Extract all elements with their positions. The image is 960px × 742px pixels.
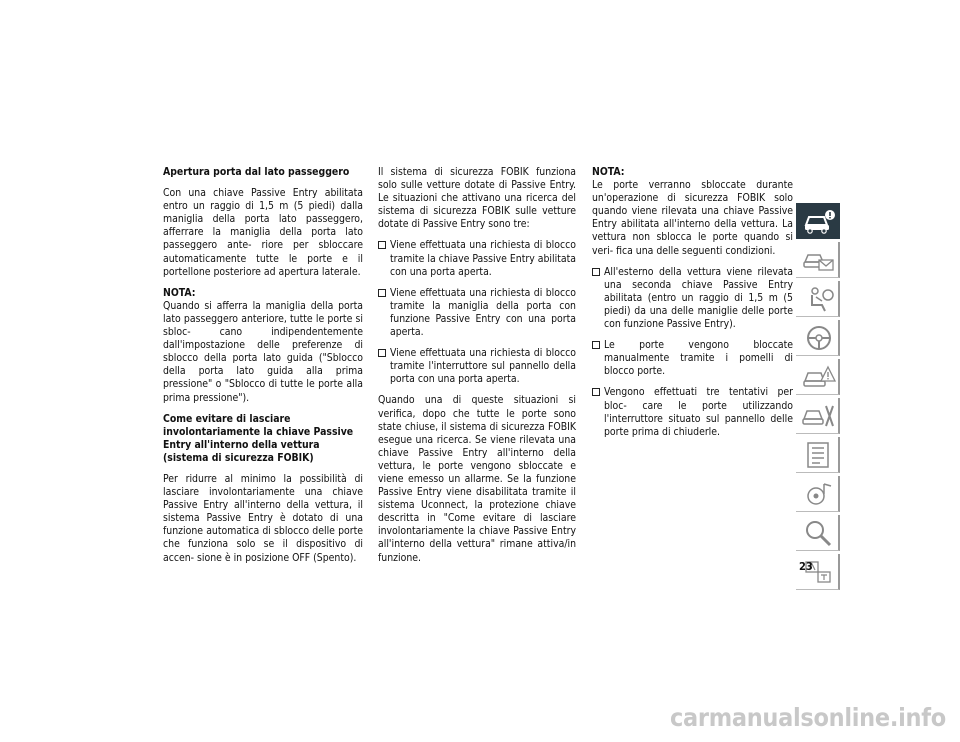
checkbox-bullet-icon: [592, 388, 600, 396]
tab-airbag-seat[interactable]: [796, 281, 840, 317]
list-item-text: Viene effettuata una richiesta di blocco tramite la maniglia della porta con funzione Passive Entry con una porta aperta.: [390, 286, 576, 339]
bullet-list: [378, 239, 576, 386]
list-item-text: Viene effettuata una richiesta di blocco tramite l'interruttore sul pannello della porta con una porta aperta.: [390, 347, 576, 386]
search-index-icon: [802, 519, 836, 547]
car-mail-icon: [802, 246, 836, 274]
tab-car-info[interactable]: [796, 203, 840, 239]
note-label: NOTA:: [163, 286, 196, 299]
list-item-text: All'esterno della vettura viene rilevata una seconda chiave Passive Entry abilitata (entro un raggio di 1,5 m (5 piedi) da una delle maniglie delle porte con funzione Passive Entry).: [604, 265, 793, 331]
list-item: [378, 287, 576, 339]
list-item-text: Viene effettuata una richiesta di blocco tramite la chiave Passive Entry abilitata con una porta aperta.: [390, 239, 576, 278]
list-item-text: Vengono effettuati tre tentativi per bloc- care le porte utilizzando l'interruttore situato sul pannello delle porte prima di chiuderle.: [604, 386, 793, 438]
page-number: 23: [799, 560, 813, 573]
tab-search-index[interactable]: [796, 515, 840, 551]
checkbox-bullet-icon: [592, 341, 600, 349]
multimedia-icon: [802, 480, 836, 508]
paragraph-passenger-door: Con una chiave Passive Entry abilitata entro un raggio di 1,5 m (5 piedi) dalla maniglia della porta lato passeggero, afferrare la maniglia della porta lato passeggero ante- riore per sbloccare automaticamente tutte le porte e il portellone posteriore ad apertura laterale.: [163, 187, 363, 278]
note-text: Le porte verranno sbloccate durante un'operazione di sicurezza FOBIK solo quando viene rilevata una chiave Passive Entry abilitata all'interno della vettura. La vettura non sblocca le porte quando si veri- fica una delle seguenti condizioni.: [592, 179, 793, 257]
list-item: [592, 386, 793, 438]
paragraph-fobik: Per ridurre al minimo la possibilità di lasciare involontariamente una chiave Passive Entry all'interno della vettura, il sistema Passive Entry è dotato di una funzione automatica di sblocco delle porte che funziona solo se il dispositivo di accen- sione è in posizione OFF (Spento).: [163, 472, 363, 564]
checkbox-bullet-icon: [592, 268, 600, 276]
list-item: [378, 347, 576, 386]
column-middle: [378, 166, 576, 573]
bullet-list: [592, 266, 793, 439]
section-heading-fobik: Come evitare di lasciare involontariamente la chiave Passive Entry all'interno della vettura (sistema di sicurezza FOBIK): [163, 412, 354, 464]
watermark: carmanualsonline.info: [670, 703, 946, 732]
paragraph-fobik-intro: Il sistema di sicurezza FOBIK funziona solo sulle vetture dotate di Passive Entry. Le situazioni che attivano una ricerca del sistema di sicurezza FOBIK sulle vetture dotate di Passive Entry sono tre:: [378, 166, 576, 231]
chapter-tabs: [796, 203, 842, 593]
tab-car-warning[interactable]: [796, 359, 840, 395]
note-block: [163, 287, 363, 405]
specifications-list-icon: [802, 441, 836, 469]
checkbox-bullet-icon: [378, 241, 386, 249]
tab-multimedia[interactable]: [796, 476, 840, 512]
note-block: [592, 166, 793, 258]
note-label: NOTA:: [592, 166, 625, 178]
column-right: [592, 166, 793, 447]
list-item: [378, 239, 576, 278]
steering-wheel-icon: [802, 324, 836, 352]
paragraph-fobik-search: Quando una di queste situazioni si verifica, dopo che tutte le porte sono state chiuse, il sistema di sicurezza FOBIK esegue una ricerca. Se viene rilevata una chiave Passive Entry all'interno della vettura, le porte vengono sbloccate e viene emesso un allarme. Se la funzione Passive Entry viene disabilitata tramite il sistema Uconnect, la protezione chiave descritta in "Come evitare di lasciare involontariamente la chiave Passive Entry all'interno della vettura" rimane attiva/in funzione.: [378, 394, 576, 564]
car-warning-icon: [802, 363, 836, 391]
checkbox-bullet-icon: [378, 289, 386, 297]
airbag-seat-icon: [802, 285, 836, 313]
tab-specifications[interactable]: [796, 437, 840, 473]
list-item: [592, 266, 793, 331]
checkbox-bullet-icon: [378, 349, 386, 357]
tab-car-mail[interactable]: [796, 242, 840, 278]
car-info-icon: [802, 207, 836, 235]
column-left: [163, 166, 363, 573]
tab-steering-wheel[interactable]: [796, 320, 840, 356]
section-heading-passenger-door: Apertura porta dal lato passeggero: [163, 166, 350, 178]
car-service-icon: [802, 402, 836, 430]
list-item-text: Le porte vengono bloccate manualmente tramite i pomelli di blocco porte.: [604, 339, 793, 378]
tab-car-service[interactable]: [796, 398, 840, 434]
note-text: Quando si afferra la maniglia della porta lato passeggero anteriore, tutte le porte si sbloc- cano indipendentemente dall'impostazione delle preferenze di sblocco della porta lato guida ("Sblocco della porta lato guida alla prima pressione" o "Sblocco di tutte le porte alla prima pressione").: [163, 299, 363, 404]
list-item: [592, 339, 793, 378]
